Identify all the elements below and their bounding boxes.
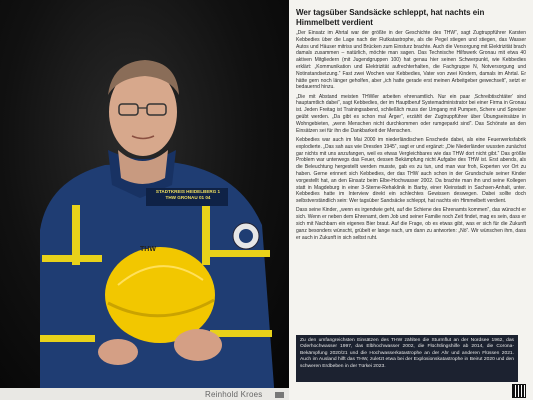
article-paragraph: „Die mit Abstand meisten THWler arbeiten ehrenamtlich. Nur ein paar ‚Schreibtischtäter‘ sind hauptamtlich dabei“, sagt Kebbedies, der im Hauptberuf Systemadministrator bei einer Firma in Gronau ist. Jeden Freitag ist Trainingsabend, schließlich muss der Umgang mit Pumpen, Schere und Spreizer geübt werden. „Da gibt es schon mal Ärger“, erzählt der Zugtruppführer über Übungseinsätze in Wohngebieten, „wenn Menschen nicht durchkommen oder rumgeparkt sind“. Das Schönste an den Einsätzen sei für ihn die Dankbarkeit der Menschen. [296,93,526,134]
photo-credit: Reinhold Kroes [205,390,263,399]
fact-box: Zu den umfangreichsten Einsätzen des THW zählten die Sturmflut an der Nordsee 1962, das Oderhochwasser 1997, das Elbhochwasser 2002, die Flüchtlingshilfe ab 2014, die Corona-Bekämpfung 2020/21 und die Hochwasserkatastrophe an der Ahr und anderen Flüssen 2021. Auch im Ausland hilft das THW, zuletzt etwa bei der Explosionskatastrophe in Beirut 2020 und den schweren Erdbeben in der Türkei 2023. [296,335,518,382]
jacket-patch-line2: THW GRONAU 01 04 [165,194,211,200]
article-headline: Wer tagsüber Sandsäcke schleppt, hat nachts ein Himmelbett verdient [296,8,485,27]
helmet-label: THW [140,246,156,253]
article-paragraph: „Der Einsatz im Ahrtal war der größte in der Geschichte des THW“, sagt Zugtruppführer Karsten Kebbedies über die Lage nach der Flutkatastrophe, als die Pegel stiegen und stiegen, das Wasser Autos und Häuser mitriss und Brücken zum Einsturz brachte. Auch die Versorgung mit Elektrizität brach damals zusammen – natürlich, möchte man sagen. Das Technische Hilfswerk Gronau mit etwa 40 aktiven Mitgliedern (mit Jugendgruppen 100) hat genau hier seinen Schwerpunkt, wie Kebbedies erklärt: „Kommunikation und Elektrizität aufrechterhalten, die Fachgruppe N, Notversorgung und Notinstandsetzung.“ Fast zwei Wochen war Kebbedies, Vater von zwei Kindern, damals im Ahrtal. Er hätte gern noch länger geholfen, aber „ich hatte gerade erst meinen Arbeitgeber gewechselt“, setzt er bedauernd hinzu. [296,30,526,91]
jacket-patch [148,189,228,200]
camera-icon [275,392,284,398]
jacket-patch-line1: STADTKREIS HEIDELBERG 1 [155,189,221,194]
article-paragraph: Kebbedies war auch im Mai 2000 im niederländischen Enschede dabei, als eine Feuerwerksfabrik explodierte. „Das sah aus wie Dresden 1945“, sagt er und ergänzt: „Die Niederländer wussten zunächst gar nichts mit uns anzufangen, weil es etwas Vergleichbares wie das THW dort nicht gibt.“ Das größte Problem war unterwegs das Feuer, dessen Bekämpfung nicht Aufgabe des THW ist. Erst abends, als die Beleuchtung hergestellt werden musste, gab es zu tun, und man war froh, Experten vor Ort zu haben. Gerne erinnert sich Kebbedies, der das THW auch schon in der Grundschule seiner Kinder vorgestellt hat, an den Einsatz beim Elbe-Hochwasser 2002. Da brachte man ihn und seine Kollegen statt in Magdeburg in einer 3-Sterne-Rehaklinik in Barby, einer Kleinstadt in Sachsen-Anhalt, unter. Kebbedies hatte im Interview direkt ein schlechtes Gewissen deswegen. Dabei sollte doch selbstverständlich sein: Wer tagsüber Sandsäcke schleppt, hat nachts ein Himmelbett verdient. [296,136,526,205]
qr-code-icon [513,385,525,397]
article-paragraph: Dass seine Kinder, „wenn es irgendwie geht, auf die Schiene des Ehrenamts kommen“, das wünscht er sich. Wenn er neben dem Ehrenamt, dem Job und seiner Familie noch Zeit findet, mag es sein, dass er sich mit Nachbarn ein eigenes Bier braut. Auf die Frage, ob es etwas gibt, was er sich für die Zukunft ganz besonders wünscht, grübelt er lange nach, um dann zu antworten: „Nö“. Wir wünschen ihm, dass er auch in Zukunft in sich selbst ruht. [296,207,526,241]
